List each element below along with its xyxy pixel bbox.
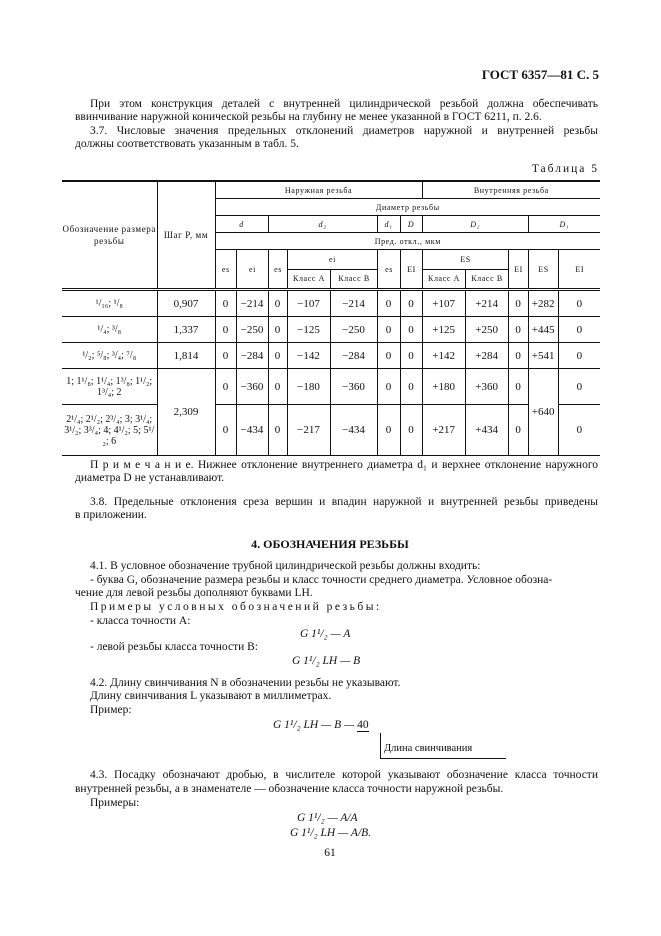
table-cell: 0 [377,369,400,405]
header-diameter: Диаметр резьбы [215,199,600,216]
table-cell: 0 [400,343,422,369]
page-number: 61 [324,847,336,859]
table-cell: −284 [236,343,268,369]
table-cell: 0 [215,317,236,343]
table-cell: 0 [508,290,528,317]
sub-class-a: Класс A [288,269,331,288]
table-cell: +214 [465,290,508,317]
table-cell: ¹/₁₆; ¹/₈ [62,290,157,317]
header-external: Наружная резьба [215,181,422,199]
examples-title: Примеры условных обозначений резьбы: [90,601,382,613]
header-d2: d₂ [268,216,377,233]
paragraph-line: в приложении. [75,509,147,521]
sub-es: es [216,250,237,288]
table-cell: −180 [287,369,330,405]
table-cell: +282 [528,290,558,317]
note-line: диаметра D не устанавливают. [75,472,225,484]
paragraph-line: 3.7. Числовые значения предельных отклонений диаметров наружной и внутренней резьбы [90,125,598,137]
table-cell: −434 [236,405,268,456]
leader-line [380,733,381,759]
table-cell: 0 [268,343,287,369]
table-cell: 0 [215,369,236,405]
table-cell: −250 [236,317,268,343]
example-label: Пример: [90,704,132,716]
table-cell: 0 [268,405,287,456]
table-cell: −434 [330,405,377,456]
paragraph-line: Длину свинчивания L указывают в миллиметрах. [90,690,332,702]
table-cell: −107 [287,290,330,317]
table-cell: 0 [268,290,287,317]
table-cell: 0 [558,369,600,405]
header-internal: Внутренняя резьба [422,181,600,199]
table-cell: 0,907 [157,290,215,317]
paragraph-line: При этом конструкция деталей с внутренней цилиндрической резьбой должна обеспечивать [90,98,598,110]
formula [273,719,369,732]
table-cell: 0 [400,369,422,405]
table-cell: 0 [508,343,528,369]
paragraph-line: чение для левой резьбы дополняют буквами LH. [75,587,313,599]
tolerance-table [62,180,600,456]
table-cell: +360 [465,369,508,405]
section-heading: 4. ОБОЗНАЧЕНИЯ РЕЗЬБЫ [251,537,409,551]
table-cell: +434 [465,405,508,456]
sub-EI: EI [509,250,529,288]
table-cell: 0 [268,369,287,405]
table-row [62,317,600,343]
table-cell: −360 [236,369,268,405]
table-cell: 0 [558,343,600,369]
table-cell: 0 [268,317,287,343]
page-header: ГОСТ 6357—81 С. 5 [481,67,599,82]
paragraph-line: 3.8. Предельные отклонения среза вершин и впадин наружной и внутренней резьбы приведены [90,496,598,508]
table-cell: 0 [377,343,400,369]
table-cell: −142 [287,343,330,369]
table-cell: 0 [215,343,236,369]
table-cell: +640 [528,369,558,456]
example-label: Примеры: [90,797,140,809]
formula: G 1¹/₂ — A [300,628,351,640]
table-cell: 1,337 [157,317,215,343]
table-cell: 0 [558,317,600,343]
table-cell: 2,309 [157,369,215,456]
table-cell: −125 [287,317,330,343]
table-cell: −214 [330,290,377,317]
paragraph-line: 4.1. В условное обозначение трубной цилиндрической резьбы должны входить: [90,560,481,572]
header-D: D [400,216,422,233]
formula-text: G 1¹/₂ LH — B — [273,719,358,731]
table-cell: 0 [400,405,422,456]
sub-class-b: Класс B [466,269,509,288]
table-cell: +142 [422,343,465,369]
paragraph-line: должны соответствовать указанным в табл. 5. [75,138,299,150]
table-cell: +217 [422,405,465,456]
sub-class-b: Класс B [331,269,378,288]
header-pitch: Шаг P, мм [157,181,215,290]
sub-es: es [378,250,401,288]
sub-ES: ES [529,250,559,288]
note-line: П р и м е ч а н и е. Нижнее отклонение внутреннего диаметра d₁ и верхнее отклонение наружного [90,459,598,471]
table-cell: +250 [465,317,508,343]
table-row [62,343,600,369]
sub-ei: ei [288,250,378,269]
table-cell: −214 [236,290,268,317]
table-cell: 1,814 [157,343,215,369]
sub-EI: EI [401,250,423,288]
header-d1: d₁ [377,216,400,233]
table-cell: −284 [330,343,377,369]
table-cell: +125 [422,317,465,343]
table-cell: 1; 1¹/₈; 1¹/₄; 1³/₈; 1¹/₂; 1³/₄; 2 [62,369,157,405]
table-cell: +180 [422,369,465,405]
example-label: - левой резьбы класса точности В: [90,641,258,653]
table-cell: +284 [465,343,508,369]
table-cell: 0 [377,405,400,456]
paragraph-line: - буква G, обозначение размера резьбы и класс точности среднего диаметра. Условное обозна- [90,574,553,586]
header-d: d [215,216,268,233]
table-cell: −360 [330,369,377,405]
table-cell: +445 [528,317,558,343]
table-cell: 0 [508,405,528,456]
leader-label: Длина свинчивания [384,743,473,754]
formula: G 1¹/₂ — A/A [297,812,358,824]
table-row [62,369,600,405]
table-cell: ¹/₂; ⁵/₈; ³/₄; ⁷/₈ [62,343,157,369]
formula: G 1¹/₂ LH — A/B. [290,827,372,839]
table-title: Таблица 5 [531,163,599,175]
header-designation: Обозначение размера резьбы [62,181,157,290]
leader-line [380,758,506,759]
table-cell: −250 [330,317,377,343]
sub-es: es [269,250,288,288]
subheader-table [216,250,601,288]
table-cell: 0 [558,405,600,456]
formula-number: 40 [357,719,369,731]
formula: G 1¹/₂ LH — B [292,655,361,667]
paragraph-line: 4.3. Посадку обозначают дробью, в числителе которой указывают обозначение класса точности [90,769,598,781]
header-D2: D₂ [422,216,528,233]
sub-class-a: Класс A [423,269,466,288]
example-label: - класса точности А: [90,615,191,627]
header-limits: Пред. откл., мкм [215,233,600,250]
paragraph-line: ввинчивание наружной конической резьбы на глубину не менее указанной в ГОСТ 6211, п. 2.6. [75,111,542,123]
table-cell: 0 [508,369,528,405]
paragraph-line: внутренней резьбы, а в знаменателе — обозначение класса точности наружной резьбы. [75,783,504,795]
table-cell: 0 [215,290,236,317]
table-cell: 0 [215,405,236,456]
table-cell: ¹/₄; ³/₈ [62,317,157,343]
table-cell: 0 [508,317,528,343]
sub-EI: EI [559,250,601,288]
table-row [62,405,600,456]
paragraph-line: 4.2. Длину свинчивания N в обозначении резьбы не указывают. [90,677,401,689]
table-cell: 0 [377,317,400,343]
table-cell: +107 [422,290,465,317]
table-row [62,290,600,317]
table-cell: −217 [287,405,330,456]
table-cell: 2¹/₄; 2¹/₂; 2³/₄; 3; 3¹/₄; 3¹/₂; 3³/₄; 4; 4¹/₂; 5; 5¹/₂; 6 [62,405,157,456]
table-cell: 0 [377,290,400,317]
table-cell: 0 [400,317,422,343]
table-cell: 0 [558,290,600,317]
sub-ES: ES [423,250,509,269]
table-cell: 0 [400,290,422,317]
sub-ei: ei [237,250,269,288]
header-D1: D₁ [528,216,600,233]
table-cell: +541 [528,343,558,369]
